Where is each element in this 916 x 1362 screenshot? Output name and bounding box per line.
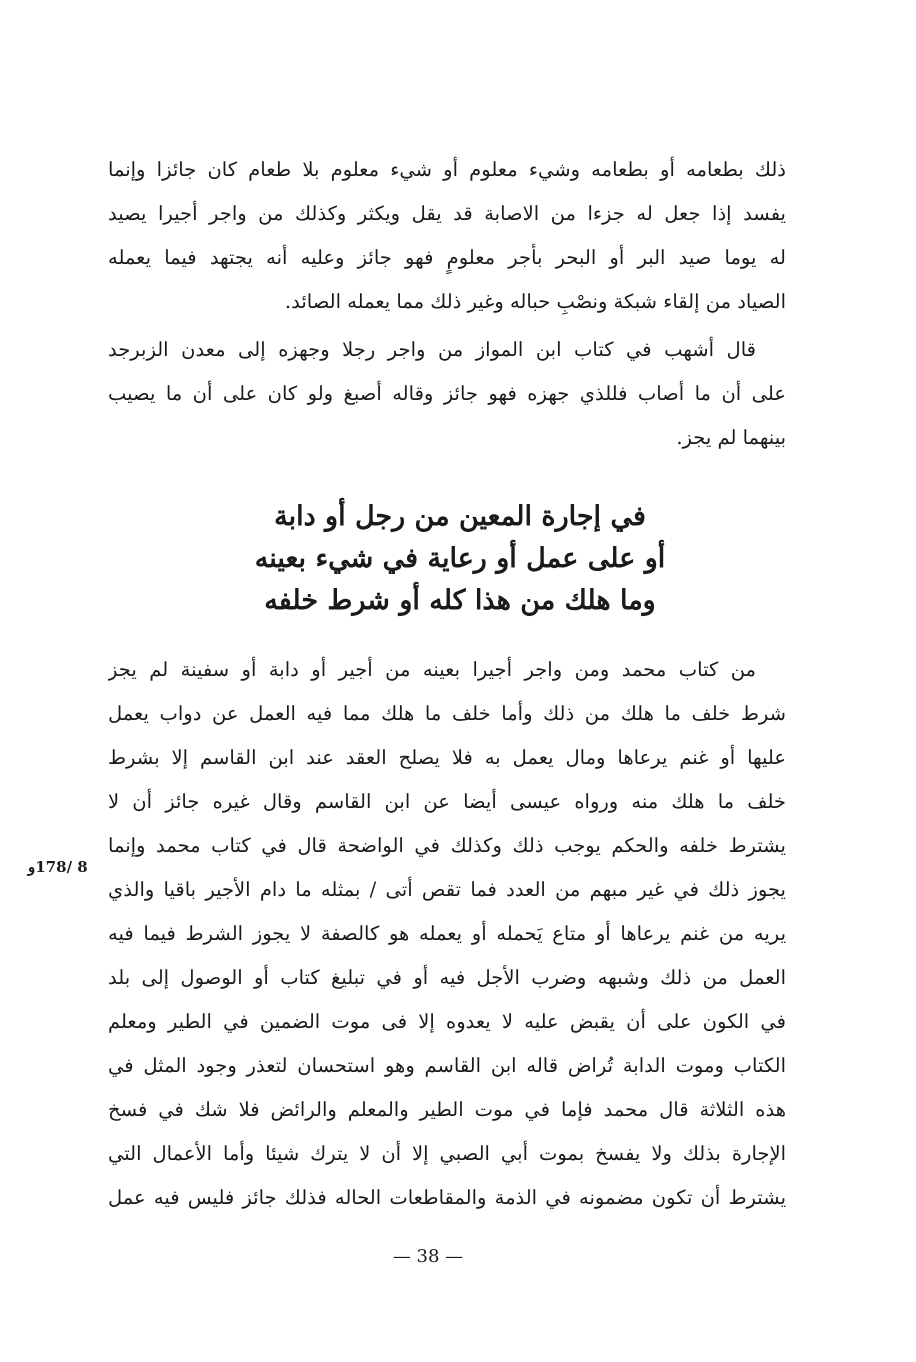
text-line: الإجارة بذلك ولا يفسخ بموت أبي الصبي إلا أن لا يترك شيئا وأما الأعمال التي	[108, 1142, 786, 1165]
section-heading	[150, 496, 770, 622]
page-number: — 38 —	[392, 1246, 464, 1267]
text-line: الصياد من إلقاء شبكة ونصْبِ حباله وغير ذلك مما يعمله الصائد.	[284, 290, 786, 313]
text-line: الكتاب وموت الدابة تُراض قاله ابن القاسم وهو استحسان لتعذر وجود المثل في	[108, 1054, 786, 1077]
text-line: يريه من غنم يرعاها أو متاع يَحمله أو يعمله هو كالصفة لا يجوز الشرط فيما فيه	[108, 922, 786, 945]
text-line: يجوز ذلك في غير مبهم من العدد فما تقص أتى / بمثله ما دام الأجير باقيا والذي	[108, 878, 786, 901]
text-line: خلف ما هلك منه ورواه عيسى أيضا عن ابن القاسم وقال غيره جائز أن لا	[108, 790, 786, 813]
text-line: يفسد إذا جعل له جزءا من الاصابة قد يقل ويكثر وكذلك من واجر أجيرا يصيد	[108, 202, 786, 225]
text-line: شرط خلف ما هلك من ذلك وأما خلف ما هلك مما فيه العمل عن دواب يعمل	[108, 702, 786, 725]
text-line: قال أشهب في كتاب ابن المواز من واجر رجلا وجهزه إلى معدن الزبرجد	[108, 338, 756, 361]
text-line: بينهما لم يجز.	[676, 426, 786, 449]
text-line: له يوما صيد البر أو البحر بأجر معلومٍ فهو جائز وعليه أنه يجتهد فيما يعمله	[108, 246, 786, 269]
text-line: يشترط خلفه والحكم يوجب ذلك وكذلك في الواضحة قال في كتاب محمد وإنما	[108, 834, 786, 857]
text-line: ذلك بطعامه أو بطعامه وشيء معلوم أو شيء معلوم بلا طعام كان جائزا وإنما	[108, 158, 786, 181]
paragraph-3	[108, 648, 786, 1220]
text-line: من كتاب محمد ومن واجر أجيرا بعينه من أجير أو دابة أو سفينة لم يجز	[108, 658, 756, 681]
text-line: عليها أو غنم يرعاها ومال يعمل به فلا يصلح العقد عند ابن القاسم إلا بشرط	[108, 746, 786, 769]
text-line: في الكون على أن يقبض عليه لا يعدوه إلا فى موت الضمين في الطير ومعلم	[108, 1010, 786, 1033]
paragraph-1	[108, 148, 786, 324]
heading-line: في إجارة المعين من رجل أو دابة	[274, 501, 646, 532]
text-line: على أن ما أصاب فللذي جهزه فهو جائز وقاله أصبغ ولو كان على أن ما يصيب	[108, 382, 786, 405]
text-line: العمل من ذلك وشبهه وضرب الأجل فيه أو في تبليغ كتاب أو الوصول إلى بلد	[108, 966, 786, 989]
text-line: يشترط أن تكون مضمونه في الذمة والمقاطعات الحاله فذلك جائز فليس فيه عمل	[108, 1186, 786, 1209]
paragraph-2	[108, 328, 786, 460]
heading-line: وما هلك من هذا كله أو شرط خلفه	[264, 585, 656, 616]
margin-folio-note: 8 /178و	[28, 858, 88, 876]
heading-line: أو على عمل أو رعاية في شيء بعينه	[254, 543, 666, 574]
text-line: هذه الثلاثة قال محمد فإما في موت الطير والمعلم والرائض فلا شك في فسخ	[108, 1098, 786, 1121]
